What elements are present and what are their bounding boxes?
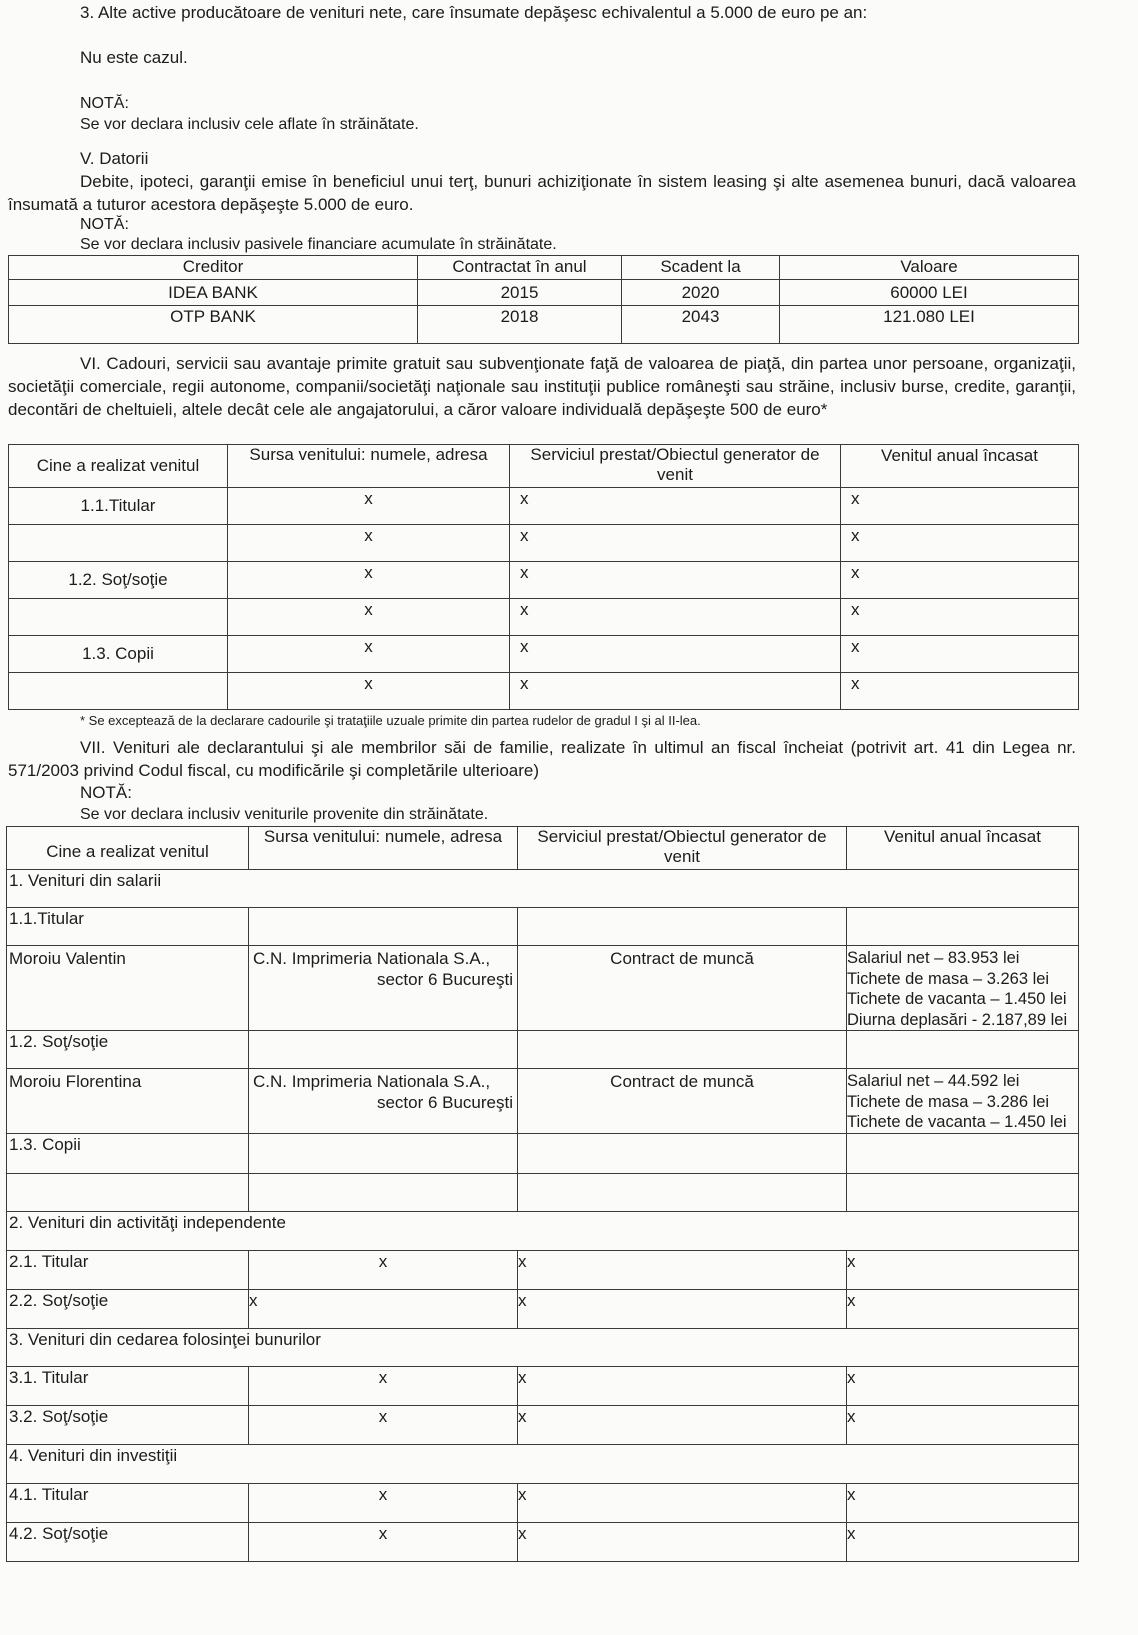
category-independent: 2. Venituri din activităţi independente [7,1211,1079,1250]
cell-source: x [228,673,510,710]
cell-who: 1.2. Soţ/soţie [9,562,228,599]
cell-source: x [249,1366,518,1405]
category-row [7,1211,1079,1250]
cell-income [847,946,1079,1031]
section5-nota-label: NOTĂ: [80,216,129,233]
table-header-row [9,445,1079,488]
cell-source: x [228,562,510,599]
cell-service: x [510,525,841,562]
category-investments: 4. Venituri din investiţii [7,1444,1079,1483]
cell-income: x [841,636,1079,673]
cell-who: 2.1. Titular [7,1250,249,1289]
table-row [9,599,1079,636]
cell-value: 60000 LEI [780,280,1079,306]
table-row [7,1173,1079,1211]
section3-answer: Nu este cazul. [80,48,188,67]
table-row [9,562,1079,599]
source-line1: C.N. Imprimeria Nationala S.A., [253,949,491,968]
table-row [7,1031,1079,1069]
cell-service: Contract de muncă [518,1069,847,1134]
cell-who: 1.3. Copii [9,636,228,673]
income-line: Salariul net – 44.592 lei [847,1072,1020,1090]
cell-income [847,1031,1079,1069]
cell-service: Contract de muncă [518,946,847,1031]
cell-creditor: OTP BANK [9,306,418,344]
cell-income: x [841,488,1079,525]
table-row [7,1405,1079,1444]
table-row [7,1250,1079,1289]
table-row [9,636,1079,673]
source-line2: sector 6 Bucureşti [376,1093,513,1112]
cell-income: x [847,1483,1079,1522]
cell-income [847,1173,1079,1211]
header-value: Valoare [780,256,1079,280]
section7-desc: VII. Venituri ale declarantului şi ale membrilor săi de familie, realizate în ultimul an fiscal încheiat (potrivit art. 41 din Legea nr. 571/2003 privind Codul fiscal, cu modificările şi completările ulterioare) [8,738,1076,780]
cell-who [7,1173,249,1211]
cell-who: Moroiu Florentina [7,1069,249,1134]
header-creditor: Creditor [9,256,418,280]
cell-who: 4.1. Titular [7,1483,249,1522]
cell-due: 2043 [622,306,780,344]
section3-title: 3. Alte active producătoare de venituri nete, care însumate depăşesc echivalentul a 5.000 de euro pe an: [80,3,868,22]
source-line2: sector 6 Bucureşti [376,970,513,989]
cell-who [9,525,228,562]
table-row [9,673,1079,710]
income-line: Tichete de vacanta – 1.450 lei [847,1113,1067,1131]
cell-income [847,908,1079,946]
cell-service: x [518,1483,847,1522]
cell-who: 3.2. Soţ/soţie [7,1405,249,1444]
table-header-row [7,827,1079,870]
cell-service [518,1031,847,1069]
header-who: Cine a realizat venitul [9,445,228,488]
cell-service [518,1133,847,1173]
cell-year: 2018 [418,306,622,344]
cell-who: 1.2. Soţ/soţie [7,1031,249,1069]
cell-who: 1.1.Titular [7,908,249,946]
gifts-table [8,444,1079,710]
cell-income: x [841,525,1079,562]
cell-source: x [249,1522,518,1561]
cell-service: x [518,1522,847,1561]
cell-source [249,946,518,1031]
source-line1: C.N. Imprimeria Nationala S.A., [253,1072,491,1091]
table-row [7,1069,1079,1134]
cell-service: x [518,1366,847,1405]
income-line: Diurna deplasări - 2.187,89 lei [847,1010,1068,1029]
header-service: Serviciul prestat/Obiectul generator de venit [510,445,841,488]
table-row [7,1366,1079,1405]
cell-income: x [847,1522,1079,1561]
cell-service: x [510,488,841,525]
section5-desc: Debite, ipoteci, garanţii emise în beneficiul unui terţ, bunuri achiziţionate în sistem leasing şi alte asemenea bunuri, dacă valoarea însumată a tuturor acestora depăşeşte 5.000 de euro. [8,172,1076,214]
header-source: Sursa venitului: numele, adresa [228,445,510,488]
cell-income: x [841,562,1079,599]
category-row [7,1328,1079,1366]
cell-income: x [841,599,1079,636]
cell-source: x [249,1250,518,1289]
header-who: Cine a realizat venitul [7,827,249,870]
section3-nota-label: NOTĂ: [80,95,129,112]
cell-service: x [510,673,841,710]
table-row [7,946,1079,1031]
cell-source [249,1173,518,1211]
header-contract-year: Contractat în anul [418,256,622,280]
cell-who: Moroiu Valentin [7,946,249,1031]
cell-service: x [518,1250,847,1289]
header-income: Venitul anual încasat [841,445,1079,488]
cell-year: 2015 [418,280,622,306]
cell-who: 1.1.Titular [9,488,228,525]
section7-nota-label: NOTĂ: [80,783,132,802]
table-header-row [9,256,1079,280]
income-table [6,826,1079,1562]
cell-source: x [228,488,510,525]
table-row [7,1289,1079,1328]
cell-income: x [847,1250,1079,1289]
cell-who [9,599,228,636]
cell-income [847,1133,1079,1173]
cell-service: x [518,1405,847,1444]
table-row [9,280,1079,306]
section5-title: V. Datorii [80,149,149,168]
cell-source: x [249,1289,518,1328]
cell-income: x [847,1366,1079,1405]
income-line: Tichete de masa – 3.286 lei [847,1092,1050,1111]
table-row [7,908,1079,946]
cell-source: x [249,1405,518,1444]
cell-source [249,1133,518,1173]
section5-nota-text: Se vor declara inclusiv pasivele financiare acumulate în străinătate. [80,236,557,253]
cell-income: x [847,1405,1079,1444]
section3-nota-text: Se vor declara inclusiv cele aflate în străinătate. [80,116,419,133]
header-due-date: Scadent la [622,256,780,280]
header-source: Sursa venitului: numele, adresa [249,827,518,870]
table-row [9,525,1079,562]
cell-source [249,1031,518,1069]
cell-service: x [510,599,841,636]
cell-creditor: IDEA BANK [9,280,418,306]
table-row [9,306,1079,344]
cell-source: x [228,599,510,636]
category-row [7,870,1079,908]
income-line: Tichete de vacanta – 1.450 lei [847,990,1067,1008]
table-row [7,1133,1079,1173]
cell-service: x [510,636,841,673]
cell-service: x [510,562,841,599]
cell-income [847,1069,1079,1134]
section6-footnote: * Se exceptează de la declarare cadourile şi trataţiile uzuale primite din partea rudelor de gradul I şi al II-lea. [80,713,701,728]
header-income: Venitul anual încasat [847,827,1079,870]
income-line: Salariul net – 83.953 lei [847,949,1020,967]
income-line: Tichete de masa – 3.263 lei [847,969,1050,988]
cell-who: 2.2. Soţ/soţie [7,1289,249,1328]
cell-who: 4.2. Soţ/soţie [7,1522,249,1561]
section7-nota-text: Se vor declara inclusiv veniturile provenite din străinătate. [80,806,489,823]
cell-service: x [518,1289,847,1328]
cell-income: x [841,673,1079,710]
cell-value: 121.080 LEI [780,306,1079,344]
cell-due: 2020 [622,280,780,306]
cell-source: x [228,636,510,673]
cell-source: x [249,1483,518,1522]
cell-service [518,1173,847,1211]
table-row [7,1522,1079,1561]
cell-service [518,908,847,946]
section6-desc: VI. Cadouri, servicii sau avantaje primite gratuit sau subvenţionate faţă de valoarea de piaţă, din partea unor persoane, organizaţii, societăţii comerciale, regii autonome, companii/societăţi naţionale sau instituţii publice româneşti sau străine, inclusiv burse, credite, garanţii, decontări de cheltuieli, altele decât cele ale angajatorului, a căror valoare individuală depăşeşte 500 de euro* [8,354,1076,419]
debts-table [8,255,1079,344]
cell-source: x [228,525,510,562]
cell-who: 1.3. Copii [7,1133,249,1173]
table-row [7,1483,1079,1522]
cell-source [249,1069,518,1134]
category-row [7,1444,1079,1483]
category-salaries: 1. Venituri din salarii [7,870,1079,908]
cell-source [249,908,518,946]
table-row [9,488,1079,525]
cell-who: 3.1. Titular [7,1366,249,1405]
cell-who [9,673,228,710]
category-property-use: 3. Venituri din cedarea folosinţei bunurilor [7,1328,1079,1366]
cell-income: x [847,1289,1079,1328]
header-service: Serviciul prestat/Obiectul generator de venit [518,827,847,870]
